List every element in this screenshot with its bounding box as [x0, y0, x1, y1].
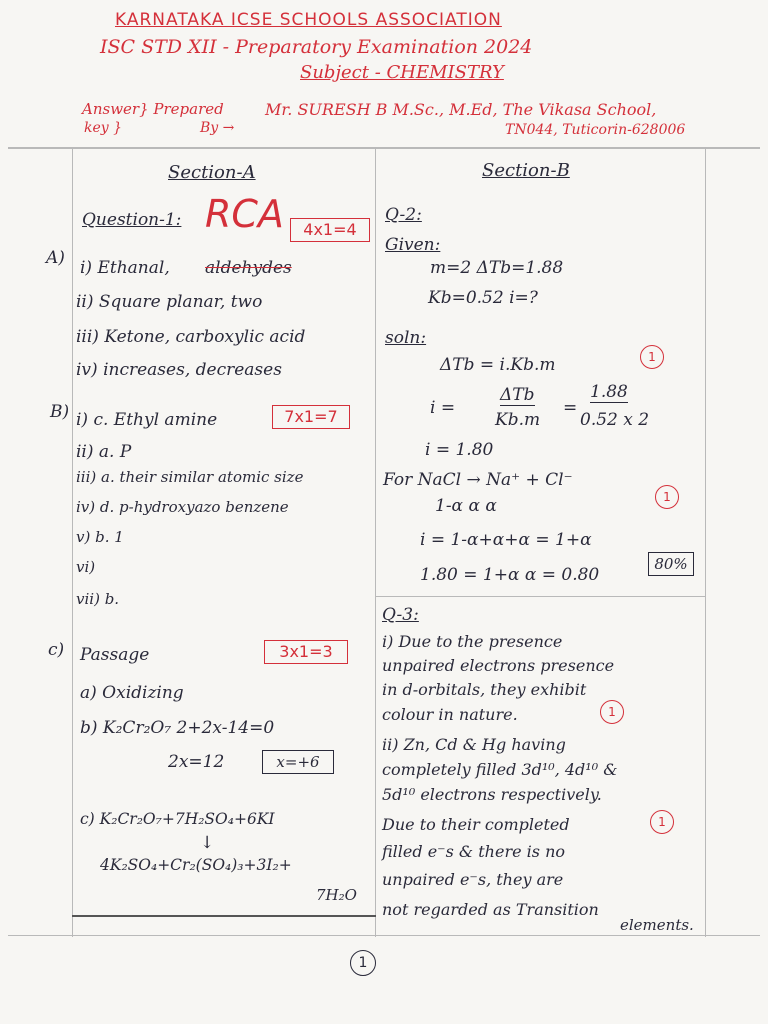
alpha-result: 1.80 = 1+α α = 0.80: [420, 565, 600, 585]
part-a-item-2: ii) Square planar, two: [76, 292, 263, 312]
answer-key-label: Answer} Prepared: [82, 100, 224, 118]
part-b-marks: 7x1=7: [272, 405, 350, 429]
bottom-divider: [8, 935, 760, 936]
part-b-item-1: i) c. Ethyl amine: [76, 410, 218, 430]
alpha-percent-box: 80%: [648, 552, 694, 576]
equals-sign: =: [563, 398, 578, 418]
dissociation-fractions: 1-α α α: [435, 496, 497, 516]
header-association: KARNATAKA ICSE SCHOOLS ASSOCIATION: [115, 10, 502, 30]
part-c-c-water: 7H₂O: [316, 886, 357, 904]
right-margin-line: [705, 147, 706, 937]
q3-line-4: colour in nature.: [382, 705, 518, 724]
q3-ii-line-6: unpaired e⁻s, they are: [382, 870, 564, 889]
q3-ii-line-7: not regarded as Transition: [382, 900, 599, 919]
value-numerator: 1.88: [590, 382, 628, 402]
reaction-arrow: ↓: [200, 833, 215, 853]
i-result: i = 1.80: [425, 440, 494, 460]
q3-ii-line-2: completely filled 3d¹⁰, 4d¹⁰ &: [382, 760, 618, 779]
q3-line-2: unpaired electrons presence: [382, 656, 615, 675]
left-margin-line: [72, 147, 73, 937]
part-c-b-step: 2x=12: [168, 752, 225, 772]
nacl-dissociation: For NaCl → Na⁺ + Cl⁻: [383, 470, 573, 490]
section-a-end-line: [72, 915, 376, 917]
part-a-label: A): [46, 248, 65, 268]
part-b-item-4: iv) d. p-hydroxyazo benzene: [76, 498, 289, 516]
vant-hoff-sum: i = 1-α+α+α = 1+α: [420, 530, 592, 550]
solution-label: soln:: [385, 328, 427, 348]
section-b-title: Section-B: [482, 160, 570, 181]
header-exam: ISC STD XII - Preparatory Examination 2024: [100, 36, 533, 58]
mark-circle-2: 1: [655, 485, 679, 509]
header-subject: Subject - CHEMISTRY: [300, 62, 504, 83]
part-a-item-3: iii) Ketone, carboxylic acid: [76, 327, 306, 347]
given-line-2: Kb=0.52 i=?: [428, 288, 538, 308]
q3-line-3: in d-orbitals, they exhibit: [382, 680, 587, 699]
part-c-b-equation: b) K₂Cr₂O₇ 2+2x-14=0: [80, 718, 275, 738]
passage-title: Passage: [80, 645, 150, 665]
part-a-item-1: i) Ethanal,: [80, 258, 170, 278]
q3-ii-line-8: elements.: [620, 916, 694, 934]
fraction-denominator: Kb.m: [495, 410, 541, 430]
q2-q3-divider: [375, 596, 705, 597]
mark-circle-3: 1: [600, 700, 624, 724]
part-c-a: a) Oxidizing: [80, 683, 184, 703]
part-b-item-5: v) b. 1: [76, 528, 124, 546]
part-b-item-2: ii) a. P: [76, 442, 132, 462]
q3-ii-line-3: 5d¹⁰ electrons respectively.: [382, 785, 602, 804]
q3-ii-line-1: ii) Zn, Cd & Hg having: [382, 735, 566, 754]
part-a-item-4: iv) increases, decreases: [76, 360, 282, 380]
question-1-label: Question-1:: [82, 210, 182, 230]
part-c-b-result: x=+6: [262, 750, 334, 774]
author-line: Mr. SURESH B M.Sc., M.Ed, The Vikasa School,: [265, 100, 657, 119]
header-divider: [8, 147, 760, 149]
fraction-numerator: ΔTb: [500, 385, 535, 405]
q2-label: Q-2:: [385, 205, 422, 225]
part-b-item-3: iii) a. their similar atomic size: [76, 468, 304, 486]
center-divider: [375, 147, 376, 937]
q3-ii-line-4: Due to their completed: [382, 815, 570, 834]
part-a-marks: 4x1=4: [290, 218, 370, 242]
rca-stamp: RCA: [205, 192, 284, 236]
part-b-label: B): [50, 402, 70, 422]
i-equals: i =: [430, 398, 456, 418]
part-c-c-reactants: c) K₂Cr₂O₇+7H₂SO₄+6KI: [80, 810, 275, 828]
mark-circle-4: 1: [650, 810, 674, 834]
section-a-title: Section-A: [168, 162, 256, 183]
given-label: Given:: [385, 235, 441, 255]
key-label: key }: [84, 120, 123, 136]
q3-ii-line-5: filled e⁻s & there is no: [382, 842, 565, 861]
solution-formula: ΔTb = i.Kb.m: [440, 355, 556, 375]
part-c-c-products: 4K₂SO₄+Cr₂(SO₄)₃+3I₂+: [100, 856, 292, 874]
page-number: 1: [350, 950, 376, 976]
by-label: By →: [200, 120, 235, 136]
given-line-1: m=2 ΔTb=1.88: [430, 258, 564, 278]
q3-line-1: i) Due to the presence: [382, 632, 563, 651]
value-denominator: 0.52 x 2: [580, 410, 650, 430]
author-address: TN044, Tuticorin-628006: [505, 122, 686, 138]
part-c-marks: 3x1=3: [264, 640, 348, 664]
part-b-item-7: vii) b.: [76, 590, 120, 608]
q3-label: Q-3:: [382, 605, 419, 625]
part-b-item-6: vi): [76, 558, 96, 576]
part-a-struck-word: aldehydes: [205, 258, 292, 278]
mark-circle-1: 1: [640, 345, 664, 369]
part-c-label: c): [48, 640, 65, 660]
